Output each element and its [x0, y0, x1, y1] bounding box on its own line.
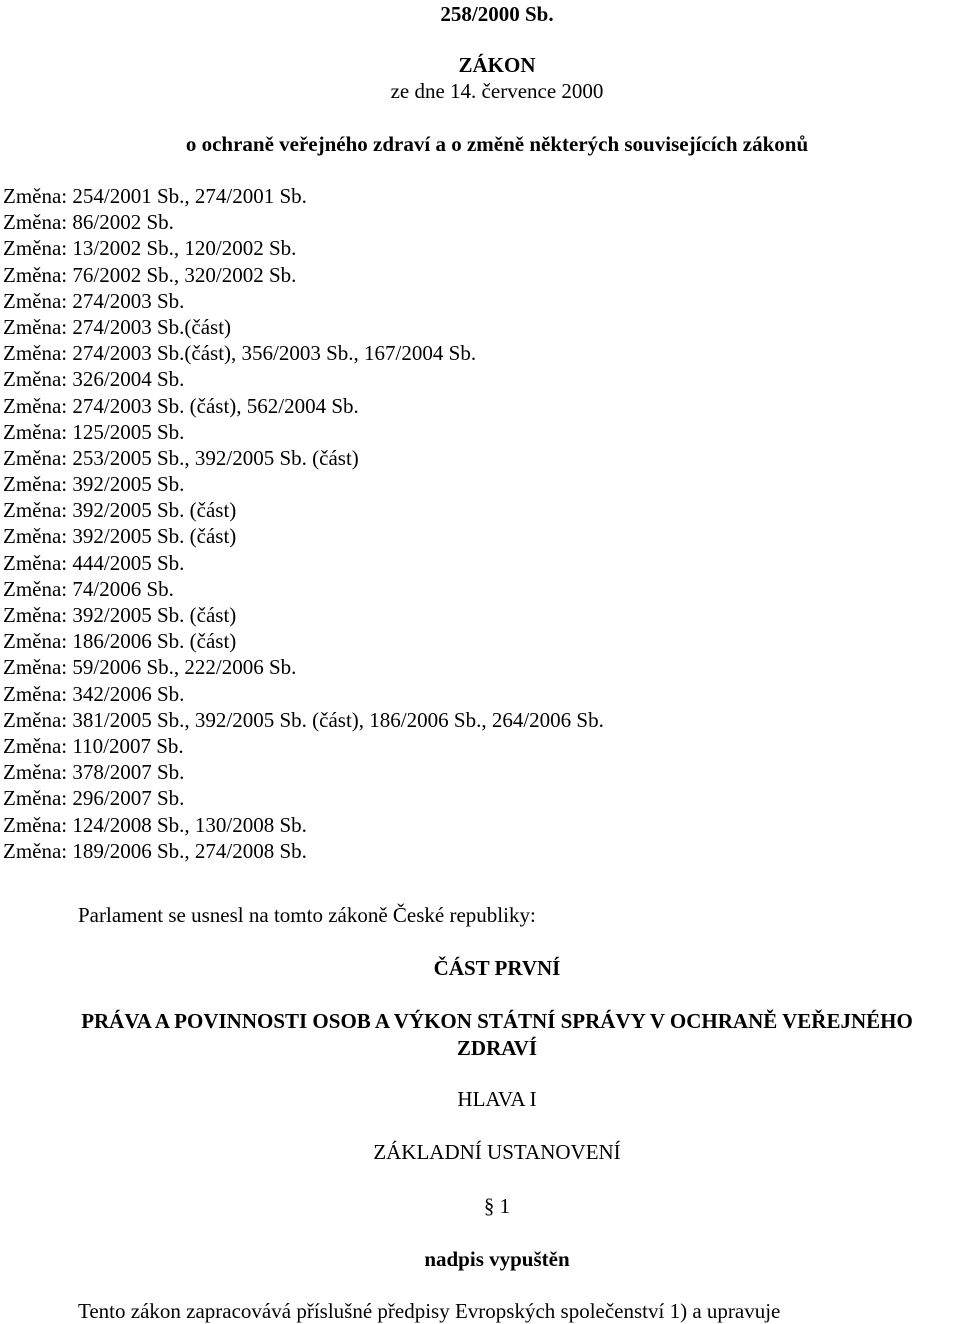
- amendment-item: Změna: 326/2004 Sb.: [3, 367, 185, 392]
- part-title-line-1: PRÁVA A POVINNOSTI OSOB A VÝKON STÁTNÍ SPRÁVY V OCHRANĚ VEŘEJNÉHO: [81, 1009, 913, 1033]
- amendment-item: Změna: 274/2003 Sb.(část): [3, 314, 232, 339]
- amendment-item: Změna: 274/2003 Sb. (část), 562/2004 Sb.: [3, 393, 359, 418]
- amendment-item: Změna: 186/2006 Sb. (část): [3, 629, 237, 654]
- amendment-item: Změna: 74/2006 Sb.: [3, 576, 174, 601]
- section-number: § 1: [483, 1194, 511, 1218]
- document-type: ZÁKON: [458, 53, 536, 77]
- amendment-item: Změna: 274/2003 Sb.: [3, 288, 185, 313]
- amendment-item: Změna: 254/2001 Sb., 274/2001 Sb.: [3, 184, 307, 208]
- amendment-item: Změna: 296/2007 Sb.: [3, 786, 185, 811]
- amendment-item: Změna: 378/2007 Sb.: [3, 760, 185, 785]
- part-title: [0, 1008, 960, 1062]
- chapter-title: ZÁKLADNÍ USTANOVENÍ: [373, 1140, 621, 1164]
- amendment-item: Změna: 189/2006 Sb., 274/2008 Sb.: [3, 838, 307, 863]
- amendment-item: Změna: 444/2005 Sb.: [3, 550, 185, 575]
- amendment-item: Změna: 392/2005 Sb.: [3, 472, 185, 497]
- law-number: 258/2000 Sb.: [440, 2, 554, 26]
- amendment-item: Změna: 59/2006 Sb., 222/2006 Sb.: [3, 655, 297, 680]
- document-date: ze dne 14. července 2000: [390, 79, 604, 103]
- chapter-heading: HLAVA I: [457, 1087, 537, 1111]
- amendment-item: Změna: 253/2005 Sb., 392/2005 Sb. (část): [3, 445, 359, 470]
- part-title-line-2: ZDRAVÍ: [456, 1036, 538, 1060]
- part-heading: ČÁST PRVNÍ: [433, 956, 561, 980]
- amendment-item: Změna: 392/2005 Sb. (část): [3, 524, 237, 549]
- amendment-item: Změna: 86/2002 Sb.: [3, 210, 174, 235]
- section-heading: nadpis vypuštěn: [424, 1247, 570, 1271]
- document-subject: o ochraně veřejného zdraví a o změně některých souvisejících zákonů: [185, 132, 809, 156]
- amendment-item: Změna: 274/2003 Sb.(část), 356/2003 Sb., 167/2004 Sb.: [3, 341, 477, 366]
- amendment-item: Změna: 76/2002 Sb., 320/2002 Sb.: [3, 262, 297, 287]
- amendments-list: [3, 183, 604, 864]
- amendment-item: Změna: 13/2002 Sb., 120/2002 Sb.: [3, 236, 297, 261]
- amendment-item: Změna: 110/2007 Sb.: [3, 733, 184, 758]
- amendment-item: Změna: 392/2005 Sb. (část): [3, 498, 237, 523]
- amendment-item: Změna: 124/2008 Sb., 130/2008 Sb.: [3, 812, 307, 837]
- amendment-item: Změna: 342/2006 Sb.: [3, 681, 185, 706]
- amendment-item: Změna: 392/2005 Sb. (část): [3, 603, 237, 627]
- amendment-item: Změna: 125/2005 Sb.: [3, 419, 185, 444]
- preamble: Parlament se usnesl na tomto zákoně České republiky:: [78, 903, 536, 927]
- body-text: Tento zákon zapracovává příslušné předpisy Evropských společenství 1) a upravuje: [78, 1299, 781, 1323]
- amendment-item: Změna: 381/2005 Sb., 392/2005 Sb. (část), 186/2006 Sb., 264/2006 Sb.: [3, 707, 604, 732]
